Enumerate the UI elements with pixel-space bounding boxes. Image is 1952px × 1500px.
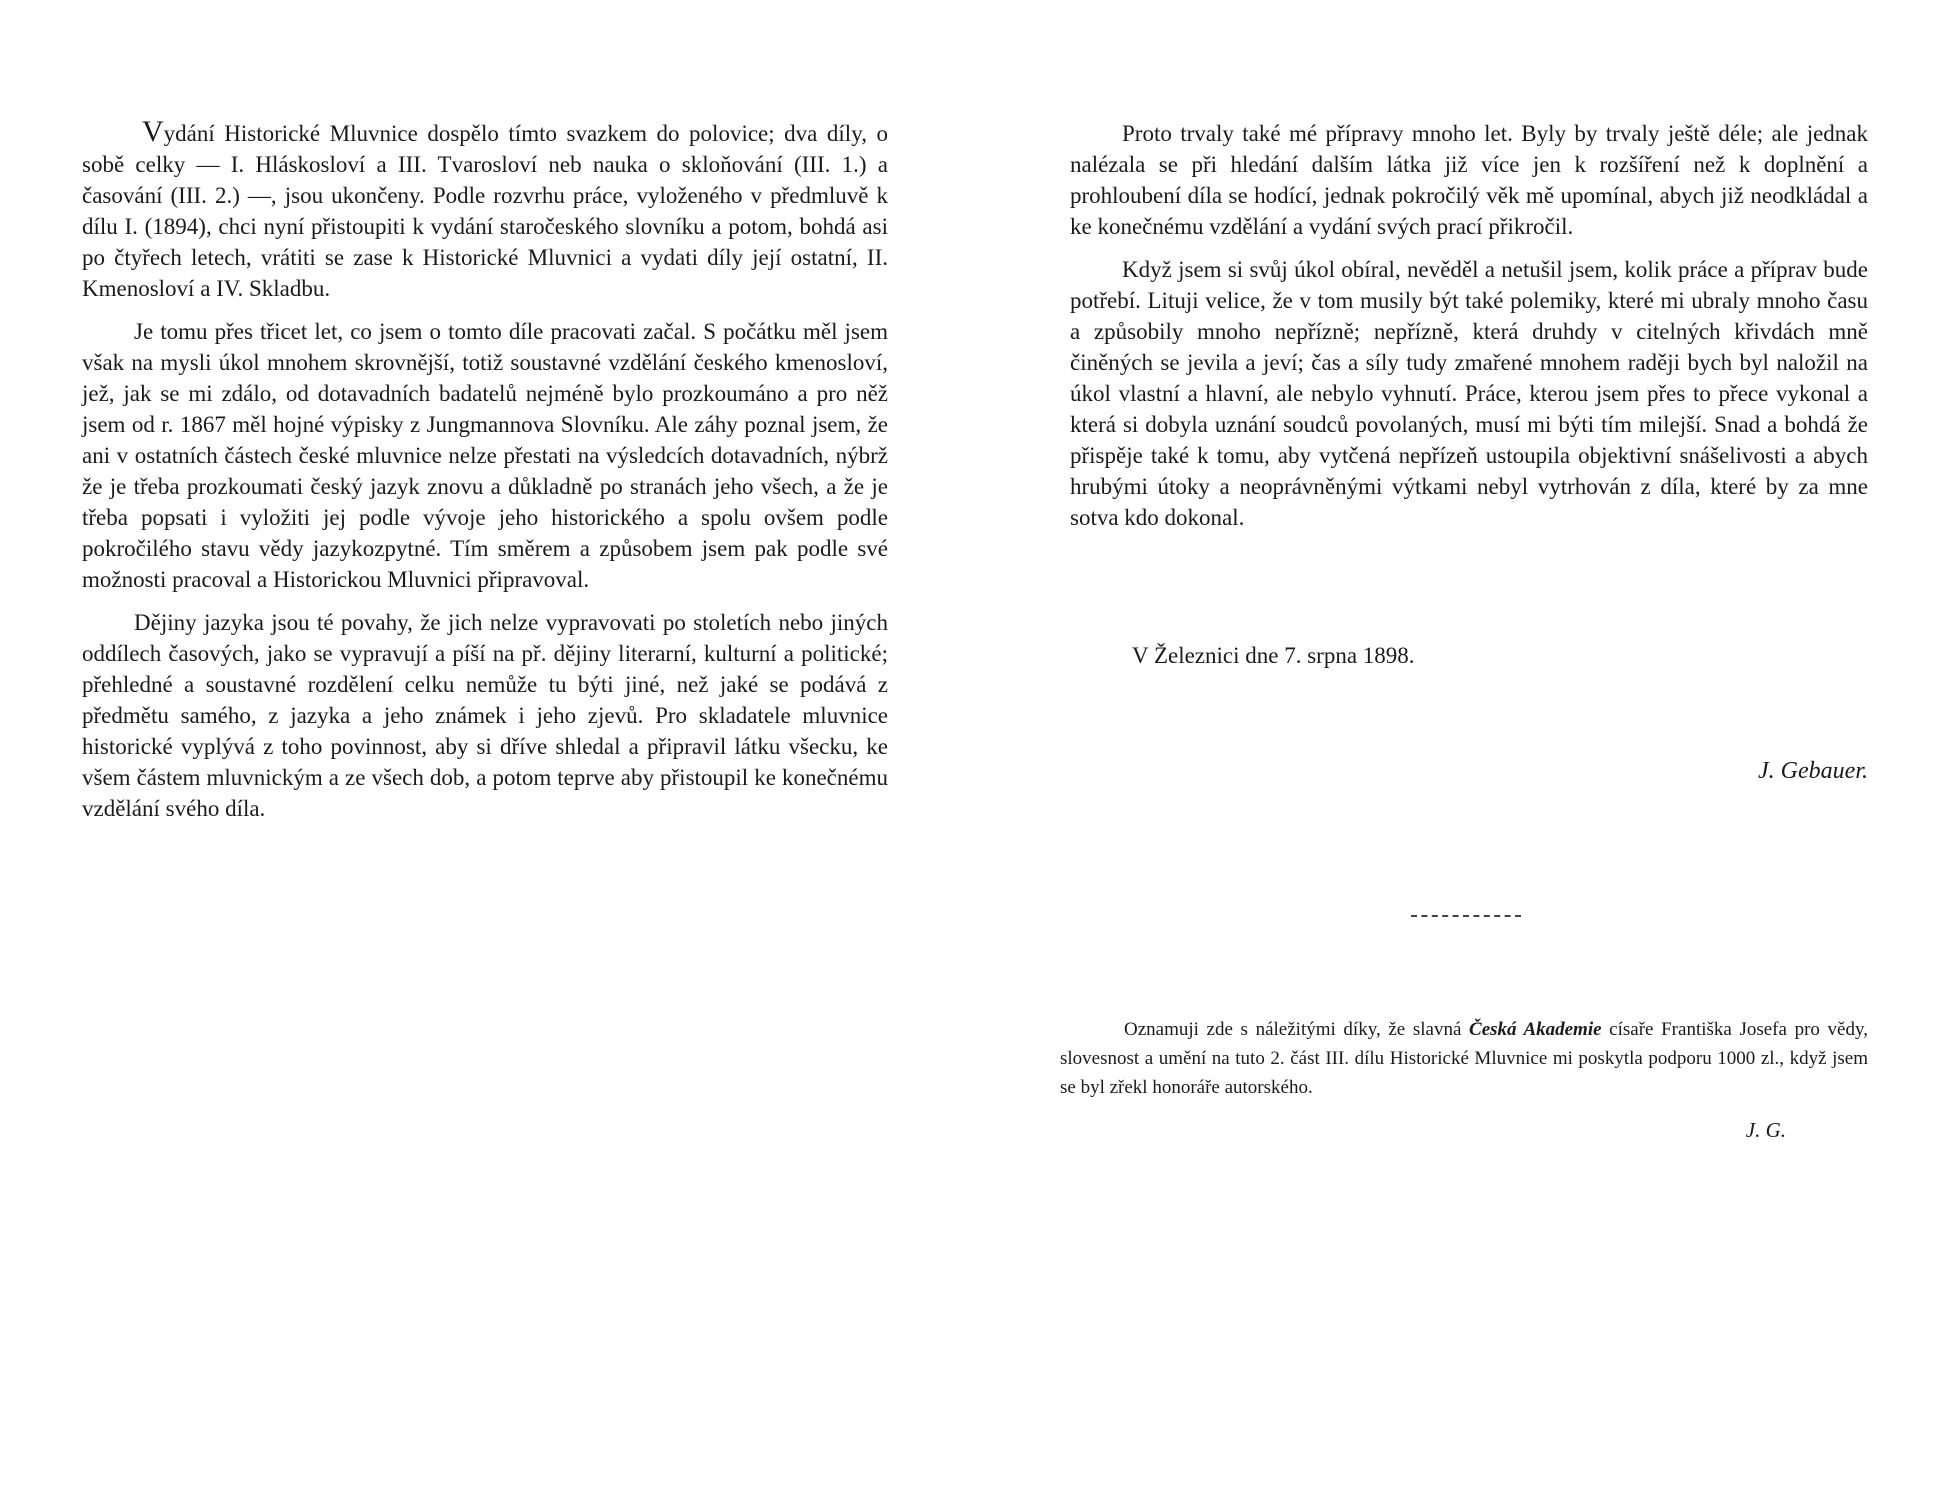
- left-text-column: [82, 115, 888, 836]
- paragraph-3: Dějiny jazyka jsou té povahy, že jich nelze vypravovati po stoletích nebo jiných oddílech časových, jako se vypravují a píší na př. dějiny literarní, kulturní a politické; přehledné a soustavné rozdělení celku nemůže tu býti jiné, než jaké se podává z předmětu samého, z jazyka a jeho známek i jeho zjevů. Pro skladatele mluvnice historické vyplývá z toho povinnost, aby si dříve shledal a připravil látku všecku, ke všem částem mluvnickým a ze všech dob, a potom teprve aby přistoupil ke konečnému vzdělání svého díla.: [82, 610, 888, 821]
- paragraph-5: Když jsem si svůj úkol obíral, nevěděl a netušil jsem, kolik práce a příprav bude potřebí. Lituji velice, že v tom musily být také polemiky, které mi ubraly mnoho času a způsobily mnoho nepřízně; nepřízně, která druhdy v citelných křivdách mně činěných se jevila a jeví; čas a síly tudy zmařené mnohem raději bych byl naložil na úkol vlastní a hlavní, ale nebylo vyhnutí. Práce, kterou jsem přes to přece vykonal a která si dobyla uznání soudců povolaných, musí mi býti tím milejší. Snad a bohdá že přispěje také k tomu, aby vytčená nepřízeň ustoupila objektivní snášelivosti a abych hrubými útoky a neoprávněnými výtkami nebyl vytrhován z díla, které by za mne sotva kdo dokonal.: [1070, 257, 1868, 530]
- right-text-column: [1070, 118, 1868, 545]
- paragraph-2: Je tomu přes třicet let, co jsem o tomto díle pracovati začal. S počátku měl jsem však na mysli úkol mnohem skrovnější, totiž soustavné vzdělání českého kmenosloví, jež, jak se mi zdálo, od dotavadních badatelů nejméně bylo prozkoumáno a pro něž jsem od r. 1867 měl hojné výpisky z Jungmannova Slovníku. Ale záhy poznal jsem, že ani v ostatních částech české mluvnice nelze přestati na výsledcích dotavadních, nýbrž že je třeba prozkoumati český jazyk znovu a důkladně po stranách jeho všech, a že je třeba popsati i vyložiti jej podle vývoje jeho historického a spolu ovšem podle pokročilého stavu vědy jazykozpytné. Tím směrem a způsobem jsem pak podle své možnosti pracoval a Historickou Mluvnici připravoval.: [82, 319, 888, 592]
- note-emphasis: Česká Akademie: [1469, 1019, 1602, 1040]
- note-text-before: Oznamuji zde s náležitými díky, že slavná: [1124, 1019, 1470, 1040]
- author-signature: J. Gebauer.: [1758, 758, 1868, 784]
- acknowledgement-note: [1060, 1015, 1868, 1102]
- paragraph-1-text: ydání Historické Mluvnice dospělo tímto svazkem do polovice; dva díly, o sobě celky — I. Hláskosloví a III. Tvarosloví neb nauka o skloňování (III. 1.) a časování (III. 2.) —, jsou ukončeny. Podle rozvrhu práce, vyloženého v předmluvě k dílu I. (1894), chci nyní přistoupiti k vydání staročeského slovníku a potom, bohdá asi po čtyřech letech, vrátiti se zase k Historické Mluvnici a vydati díly její ostatní, II. Kmenosloví a IV. Skladbu.: [82, 121, 888, 301]
- paragraph-4: Proto trvaly také mé přípravy mnoho let. Byly by trvaly ještě déle; ale jednak nalézala se při hledání dalším látka již více jen k rozšíření než k doplnění a prohloubení díla se hodící, jednak pokročilý věk mě upomínal, abych již neodkládal a ke konečnému vzdělání a vydání svých prací přikročil.: [1070, 121, 1868, 239]
- paragraph-1: [82, 115, 888, 304]
- note-initials: J. G.: [1745, 1118, 1786, 1142]
- dateline: V Železnici dne 7. srpna 1898.: [1132, 643, 1415, 668]
- right-page: [976, 0, 1952, 1500]
- note-text-after: císaře Františka Josefa pro vědy, slovesnost a umění na tuto 2. část III. dílu Historické Mluvnice mi poskytla podporu 1000 zl., když jsem se byl zřekl honoráře autorského.: [1060, 1019, 1868, 1098]
- drop-cap: V: [142, 115, 164, 148]
- separator-rule: [1411, 915, 1521, 917]
